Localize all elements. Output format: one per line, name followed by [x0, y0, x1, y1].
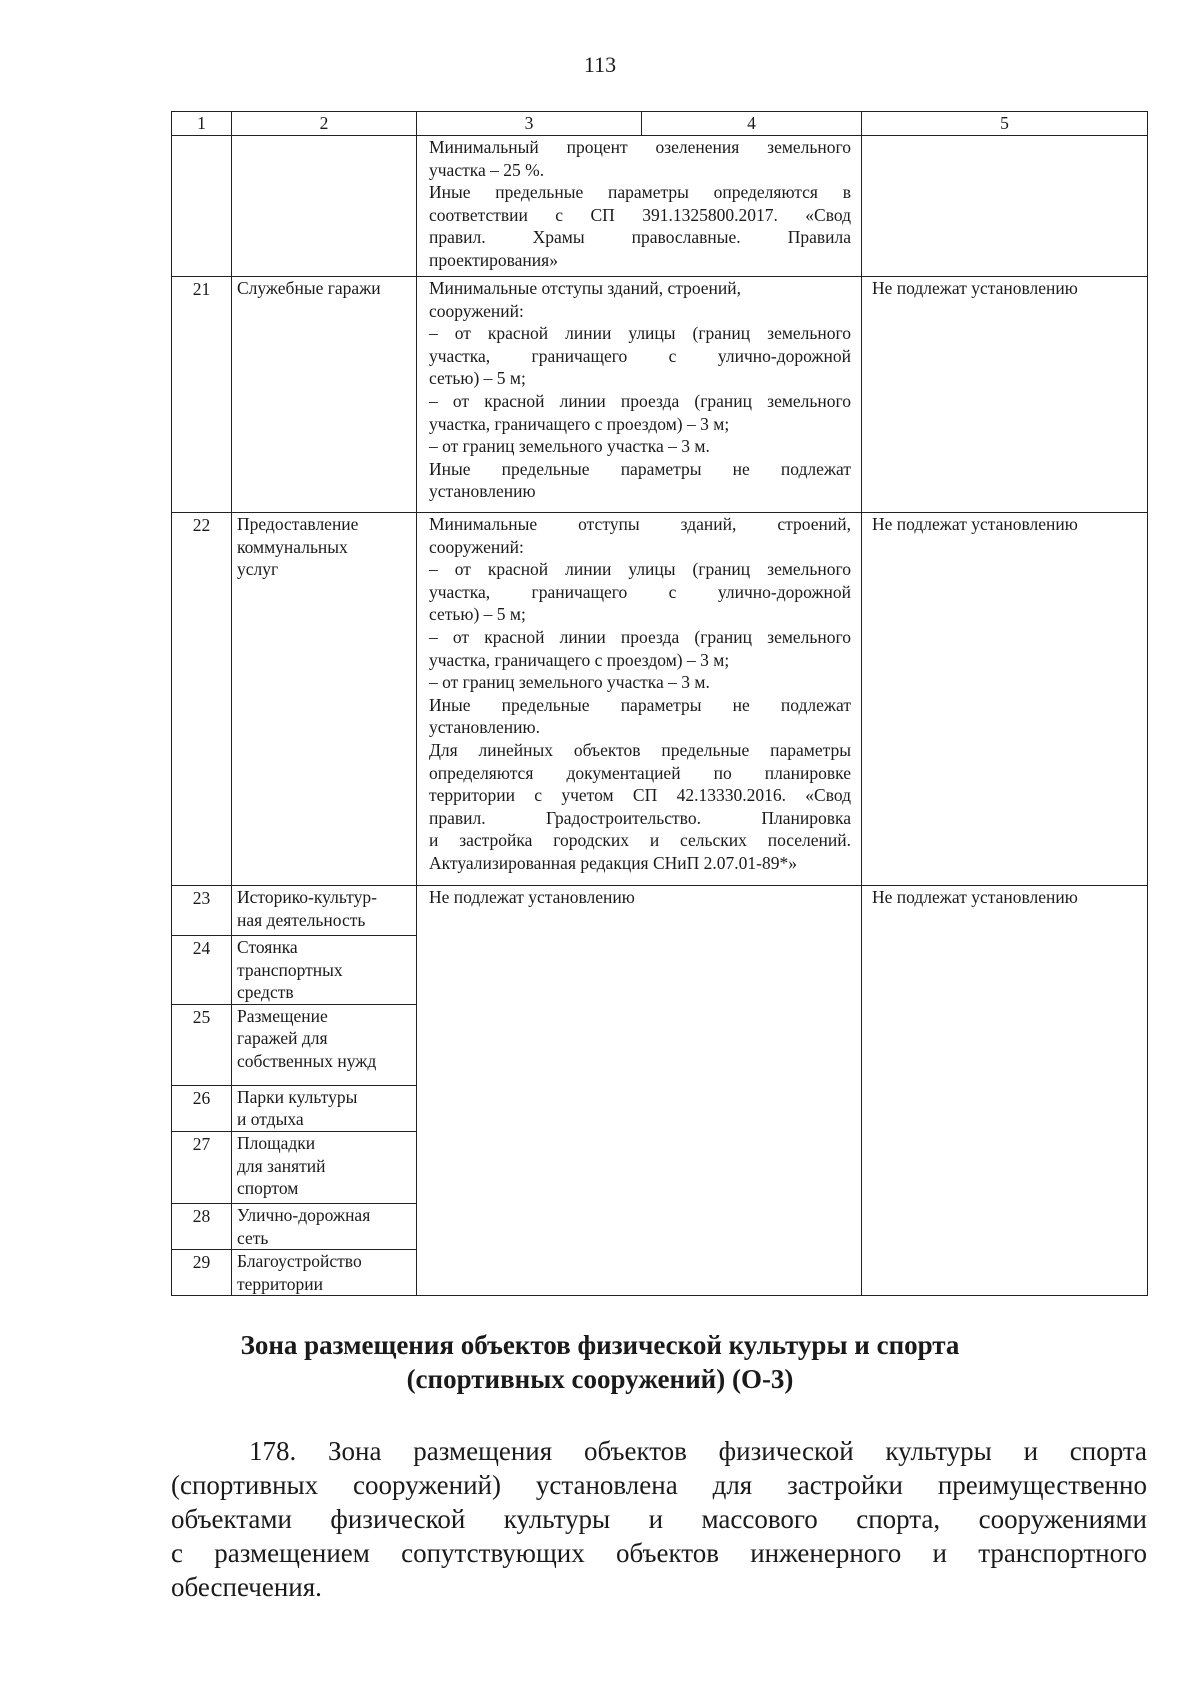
text-line: Минимальные отступы зданий, строений,	[429, 278, 742, 298]
row-number-cell: 28	[172, 1203, 232, 1249]
use-name-cell	[232, 136, 417, 277]
text-line: спортом	[237, 1178, 299, 1199]
use-name-cell	[232, 1203, 417, 1249]
row-number-cell: 29	[172, 1250, 232, 1296]
text-line: – от границ земельного участка – 3 м.	[429, 672, 710, 693]
text-line: Иные предельные параметры не подлежат	[429, 458, 851, 479]
table-row	[172, 277, 1148, 513]
zone-title	[0, 1328, 1200, 1396]
text-line: территории с учетом СП 42.13330.2016. «Свод	[429, 785, 851, 806]
parameters-cell	[417, 277, 862, 513]
text-line: Иные предельные параметры не подлежат	[429, 694, 851, 715]
text-line: Минимальные отступы зданий, строений,	[429, 514, 851, 534]
text-line: сеть	[237, 1227, 269, 1248]
text-line: сетью) – 5 м;	[429, 604, 526, 625]
column-header: 4	[642, 112, 862, 136]
parameters-cell	[417, 513, 862, 886]
zone-title-line: (спортивных сооружений) (О-3)	[406, 1364, 794, 1394]
text-line: Минимальный процент озеленения земельного	[429, 137, 851, 157]
table-row-continuation	[172, 136, 1148, 277]
text-line: сооружений:	[429, 300, 524, 321]
text-line: участка, граничащего с улично-дорожной	[429, 345, 851, 366]
paragraph-line: объектами физической культуры и массового спорта, сооружениями	[171, 1504, 1147, 1534]
text-line: – от красной линии улицы (границ земельного	[429, 323, 851, 344]
restrictions-cell: Не подлежат установлению	[862, 886, 1148, 1296]
column-header: 2	[232, 112, 417, 136]
text-line: правил. Градостроительство. Планировка	[429, 807, 851, 828]
text-line: сооружений:	[429, 536, 524, 557]
use-name-cell	[232, 1131, 417, 1203]
text-line: коммунальных	[237, 536, 348, 557]
text-line: участка, граничащего с улично-дорожной	[429, 581, 851, 602]
text-line: проектирования»	[429, 249, 558, 270]
paragraph-line: обеспечения.	[171, 1572, 322, 1602]
table-row	[172, 513, 1148, 886]
column-header: 5	[862, 112, 1148, 136]
text-line: Улично-дорожная	[237, 1204, 371, 1225]
text-line: участка, граничащего с проездом) – 3 м;	[429, 413, 730, 434]
text-line: Актуализированная редакция СНиП 2.07.01-89*»	[429, 852, 797, 873]
use-name-cell	[232, 1004, 417, 1085]
column-header: 3	[417, 112, 642, 136]
text-line: собственных нужд	[237, 1050, 377, 1071]
regulations-table	[171, 111, 1148, 1296]
text-line: Историко-культур-	[237, 887, 377, 907]
text-line: гаражей для	[237, 1028, 328, 1049]
text-line: соответствии с СП 391.1325800.2017. «Свод	[429, 204, 851, 225]
text-line: правил. Храмы православные. Правила	[429, 227, 851, 248]
text-line: Иные предельные параметры определяются в	[429, 182, 851, 203]
text-line: и застройка городских и сельских поселений.	[429, 830, 851, 851]
text-line: сетью) – 5 м;	[429, 368, 526, 389]
text-line: ная деятельность	[237, 909, 366, 930]
text-line: Предоставление	[237, 514, 359, 534]
paragraph-line: 178. Зона размещения объектов физической культуры и спорта	[249, 1436, 1147, 1466]
paragraph-line: (спортивных сооружений) установлена для застройки преимущественно	[171, 1470, 1147, 1500]
table-row	[172, 886, 1148, 936]
restrictions-cell: Не подлежат установлению	[862, 277, 1148, 513]
column-header: 1	[172, 112, 232, 136]
text-line: и отдыха	[237, 1109, 304, 1130]
text-line: для занятий	[237, 1155, 326, 1176]
text-line: транспортных	[237, 959, 343, 980]
use-name-cell	[232, 936, 417, 1005]
use-name-cell	[232, 1085, 417, 1131]
text-line: Благоустройство	[237, 1251, 362, 1272]
use-name-cell	[232, 277, 417, 513]
text-line: Площадки	[237, 1132, 316, 1153]
text-line: услуг	[237, 559, 279, 580]
text-line: – от красной линии проезда (границ земельного	[429, 626, 851, 647]
text-line: средств	[237, 982, 294, 1003]
row-number-cell: 25	[172, 1004, 232, 1085]
text-line: Размещение	[237, 1005, 328, 1026]
text-line: Парки культуры	[237, 1086, 358, 1107]
text-line: участка, граничащего с проездом) – 3 м;	[429, 649, 730, 670]
text-line: – от красной линии улицы (границ земельного	[429, 559, 851, 580]
text-line: установлению	[429, 481, 536, 502]
text-line: определяются документацией по планировке	[429, 762, 851, 783]
text-line: – от красной линии проезда (границ земельного	[429, 390, 851, 411]
paragraph-178	[171, 1434, 1147, 1604]
row-number-cell: 27	[172, 1131, 232, 1203]
row-number-cell: 21	[172, 277, 232, 513]
row-number-cell: 24	[172, 936, 232, 1005]
row-number-cell: 22	[172, 513, 232, 886]
use-name-cell	[232, 886, 417, 936]
text-line: – от границ земельного участка – 3 м.	[429, 436, 710, 457]
use-name-cell	[232, 513, 417, 886]
restrictions-cell	[862, 136, 1148, 277]
use-name-cell	[232, 1250, 417, 1296]
text-line: установлению.	[429, 717, 540, 738]
page-number: 113	[583, 52, 617, 77]
row-number-cell: 26	[172, 1085, 232, 1131]
text-line: территории	[237, 1273, 323, 1294]
paragraph-line: с размещением сопутствующих объектов инженерного и транспортного	[171, 1538, 1147, 1568]
text-line: Для линейных объектов предельные параметры	[429, 739, 851, 760]
zone-title-line: Зона размещения объектов физической культуры и спорта	[240, 1330, 960, 1360]
text-line: Стоянка	[237, 937, 298, 957]
table-header-row	[172, 112, 1148, 136]
row-number-cell: 23	[172, 886, 232, 936]
text-line: участка – 25 %.	[429, 159, 545, 180]
parameters-cell	[417, 136, 862, 277]
text-line: Служебные гаражи	[237, 278, 381, 298]
parameters-cell: Не подлежат установлению	[417, 886, 862, 1296]
row-number-cell	[172, 136, 232, 277]
restrictions-cell: Не подлежат установлению	[862, 513, 1148, 886]
